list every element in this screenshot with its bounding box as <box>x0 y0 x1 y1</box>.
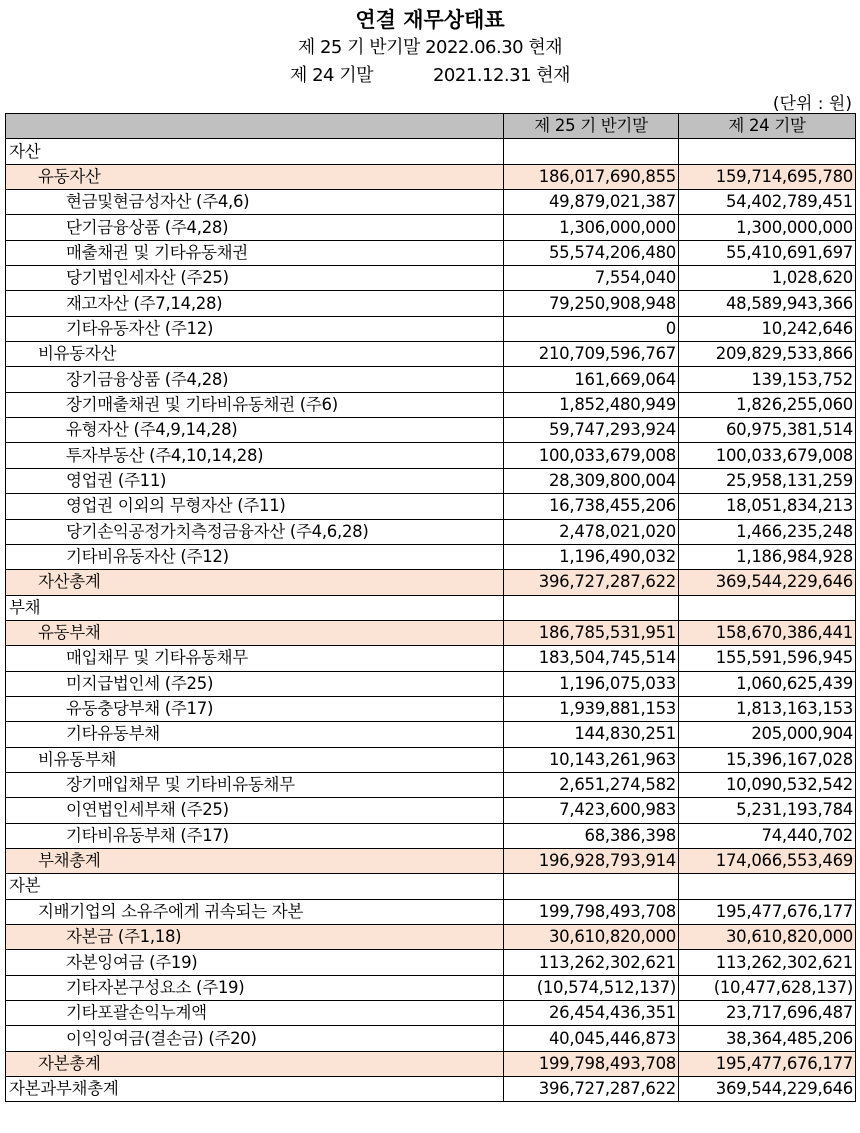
table-row <box>6 696 856 721</box>
prior-value: 30,610,820,000 <box>679 925 856 950</box>
table-row <box>6 798 856 823</box>
current-value: 1,196,490,032 <box>504 544 679 569</box>
account-label: 유동부채 <box>6 620 504 645</box>
header-row <box>6 114 856 139</box>
current-value: 2,478,021,020 <box>504 519 679 544</box>
prior-value: 113,262,302,621 <box>679 950 856 975</box>
current-value: 40,045,446,873 <box>504 1026 679 1051</box>
current-value: 100,033,679,008 <box>504 443 679 468</box>
current-value: 199,798,493,708 <box>504 899 679 924</box>
current-value: 7,554,040 <box>504 266 679 291</box>
prior-value: 55,410,691,697 <box>679 240 856 265</box>
table-row <box>6 443 856 468</box>
current-value: 10,143,261,963 <box>504 747 679 772</box>
prior-value: 74,440,702 <box>679 823 856 848</box>
prior-value: 369,544,229,646 <box>679 1077 856 1102</box>
table-row <box>6 544 856 569</box>
table-row <box>6 1051 856 1076</box>
table-row <box>6 595 856 620</box>
prior-value: (10,477,628,137) <box>679 975 856 1000</box>
prior-value: 1,028,620 <box>679 266 856 291</box>
account-label: 지배기업의 소유주에게 귀속되는 자본 <box>6 899 504 924</box>
current-value: 186,785,531,951 <box>504 620 679 645</box>
prior-value: 23,717,696,487 <box>679 1001 856 1026</box>
account-label: 장기매출채권 및 기타비유동채권 (주6) <box>6 392 504 417</box>
current-value: 199,798,493,708 <box>504 1051 679 1076</box>
table-row <box>6 342 856 367</box>
table-row <box>6 1001 856 1026</box>
table-row <box>6 570 856 595</box>
header-account <box>6 114 504 139</box>
table-row <box>6 874 856 899</box>
table-row <box>6 975 856 1000</box>
prior-value: 158,670,386,441 <box>679 620 856 645</box>
table-row <box>6 519 856 544</box>
table-row <box>6 266 856 291</box>
account-label: 기타유동부채 <box>6 722 504 747</box>
account-label: 현금및현금성자산 (주4,6) <box>6 190 504 215</box>
prior-value: 205,000,904 <box>679 722 856 747</box>
table-row <box>6 494 856 519</box>
account-label: 영업권 (주11) <box>6 468 504 493</box>
table-row <box>6 164 856 189</box>
account-label: 비유동자산 <box>6 342 504 367</box>
current-value: 2,651,274,582 <box>504 772 679 797</box>
account-label: 기타비유동자산 (주12) <box>6 544 504 569</box>
prior-value <box>679 874 856 899</box>
prior-value: 1,300,000,000 <box>679 215 856 240</box>
account-label: 유형자산 (주4,9,14,28) <box>6 418 504 443</box>
balance-sheet-table <box>5 113 856 1102</box>
account-label: 투자부동산 (주4,10,14,28) <box>6 443 504 468</box>
account-label: 자산총계 <box>6 570 504 595</box>
table-row <box>6 1026 856 1051</box>
table-row <box>6 215 856 240</box>
current-value: 1,306,000,000 <box>504 215 679 240</box>
table-row <box>6 468 856 493</box>
account-label: 유동충당부채 (주17) <box>6 696 504 721</box>
table-row <box>6 367 856 392</box>
account-label: 영업권 이외의 무형자산 (주11) <box>6 494 504 519</box>
prior-value: 195,477,676,177 <box>679 1051 856 1076</box>
table-row <box>6 646 856 671</box>
prior-value: 54,402,789,451 <box>679 190 856 215</box>
prior-value: 159,714,695,780 <box>679 164 856 189</box>
account-label: 이익잉여금(결손금) (주20) <box>6 1026 504 1051</box>
account-label: 장기매입채무 및 기타비유동채무 <box>6 772 504 797</box>
current-value: 79,250,908,948 <box>504 291 679 316</box>
current-value: 1,196,075,033 <box>504 671 679 696</box>
table-row <box>6 139 856 164</box>
prior-value: 1,060,625,439 <box>679 671 856 696</box>
account-label: 매입채무 및 기타유동채무 <box>6 646 504 671</box>
prior-value: 195,477,676,177 <box>679 899 856 924</box>
current-value: 113,262,302,621 <box>504 950 679 975</box>
account-label: 기타비유동부채 (주17) <box>6 823 504 848</box>
table-row <box>6 772 856 797</box>
current-value: 55,574,206,480 <box>504 240 679 265</box>
prior-value: 38,364,485,206 <box>679 1026 856 1051</box>
current-value: 396,727,287,622 <box>504 570 679 595</box>
current-value: 30,610,820,000 <box>504 925 679 950</box>
prior-value: 100,033,679,008 <box>679 443 856 468</box>
table-row <box>6 418 856 443</box>
prior-value: 25,958,131,259 <box>679 468 856 493</box>
current-value: 196,928,793,914 <box>504 848 679 873</box>
prior-value: 15,396,167,028 <box>679 747 856 772</box>
account-label: 자본잉여금 (주19) <box>6 950 504 975</box>
table-row <box>6 747 856 772</box>
table-row <box>6 291 856 316</box>
current-value: 144,830,251 <box>504 722 679 747</box>
current-value: 68,386,398 <box>504 823 679 848</box>
prior-value: 10,242,646 <box>679 316 856 341</box>
current-value <box>504 595 679 620</box>
account-label: 기타유동자산 (주12) <box>6 316 504 341</box>
prior-value: 1,186,984,928 <box>679 544 856 569</box>
statement-title: 연결 재무상태표 <box>355 8 505 32</box>
prior-value: 5,231,193,784 <box>679 798 856 823</box>
prior-value: 1,466,235,248 <box>679 519 856 544</box>
account-label: 부채 <box>6 595 504 620</box>
table-row <box>6 392 856 417</box>
account-label: 기타자본구성요소 (주19) <box>6 975 504 1000</box>
account-label: 자본과부채총계 <box>6 1077 504 1102</box>
prior-value <box>679 139 856 164</box>
current-value: 1,939,881,153 <box>504 696 679 721</box>
header-prior: 제 24 기말 <box>679 114 856 139</box>
account-label: 매출채권 및 기타유동채권 <box>6 240 504 265</box>
prior-value <box>679 595 856 620</box>
prior-value: 60,975,381,514 <box>679 418 856 443</box>
account-label: 자본금 (주1,18) <box>6 925 504 950</box>
table-row <box>6 671 856 696</box>
current-value: 26,454,436,351 <box>504 1001 679 1026</box>
table-row <box>6 722 856 747</box>
prior-period <box>0 61 860 87</box>
prior-value: 48,589,943,366 <box>679 291 856 316</box>
current-value: 161,669,064 <box>504 367 679 392</box>
table-row <box>6 899 856 924</box>
current-value <box>504 139 679 164</box>
account-label: 자본총계 <box>6 1051 504 1076</box>
current-value: 210,709,596,767 <box>504 342 679 367</box>
account-label: 재고자산 (주7,14,28) <box>6 291 504 316</box>
table-row <box>6 823 856 848</box>
current-value: 1,852,480,949 <box>504 392 679 417</box>
account-label: 단기금융상품 (주4,28) <box>6 215 504 240</box>
current-value: (10,574,512,137) <box>504 975 679 1000</box>
account-label: 기타포괄손익누계액 <box>6 1001 504 1026</box>
account-label: 당기손익공정가치측정금융자산 (주4,6,28) <box>6 519 504 544</box>
account-label: 이연법인세부채 (주25) <box>6 798 504 823</box>
current-value: 186,017,690,855 <box>504 164 679 189</box>
prior-value: 155,591,596,945 <box>679 646 856 671</box>
table-row <box>6 925 856 950</box>
table-row <box>6 1077 856 1102</box>
current-value: 0 <box>504 316 679 341</box>
current-value: 59,747,293,924 <box>504 418 679 443</box>
header-current: 제 25 기 반기말 <box>504 114 679 139</box>
unit-label: (단위 : 원) <box>772 94 852 114</box>
account-label: 부채총계 <box>6 848 504 873</box>
table-row <box>6 240 856 265</box>
prior-period-label: 제 24 기말 <box>289 65 373 86</box>
prior-value: 209,829,533,866 <box>679 342 856 367</box>
table-row <box>6 950 856 975</box>
account-label: 자본 <box>6 874 504 899</box>
current-value: 396,727,287,622 <box>504 1077 679 1102</box>
prior-period-date: 2021.12.31 현재 <box>432 65 571 86</box>
account-label: 미지급법인세 (주25) <box>6 671 504 696</box>
current-value <box>504 874 679 899</box>
account-label: 자산 <box>6 139 504 164</box>
table-row <box>6 848 856 873</box>
account-label: 장기금융상품 (주4,28) <box>6 367 504 392</box>
current-value: 7,423,600,983 <box>504 798 679 823</box>
current-value: 28,309,800,004 <box>504 468 679 493</box>
current-period: 제 25 기 반기말 2022.06.30 현재 <box>297 37 563 58</box>
table-row <box>6 620 856 645</box>
prior-value: 10,090,532,542 <box>679 772 856 797</box>
table-row <box>6 316 856 341</box>
account-label: 당기법인세자산 (주25) <box>6 266 504 291</box>
current-value: 183,504,745,514 <box>504 646 679 671</box>
table-row <box>6 190 856 215</box>
prior-value: 18,051,834,213 <box>679 494 856 519</box>
prior-value: 174,066,553,469 <box>679 848 856 873</box>
prior-value: 1,826,255,060 <box>679 392 856 417</box>
prior-value: 369,544,229,646 <box>679 570 856 595</box>
current-value: 49,879,021,387 <box>504 190 679 215</box>
account-label: 비유동부채 <box>6 747 504 772</box>
prior-value: 1,813,163,153 <box>679 696 856 721</box>
prior-value: 139,153,752 <box>679 367 856 392</box>
account-label: 유동자산 <box>6 164 504 189</box>
current-value: 16,738,455,206 <box>504 494 679 519</box>
